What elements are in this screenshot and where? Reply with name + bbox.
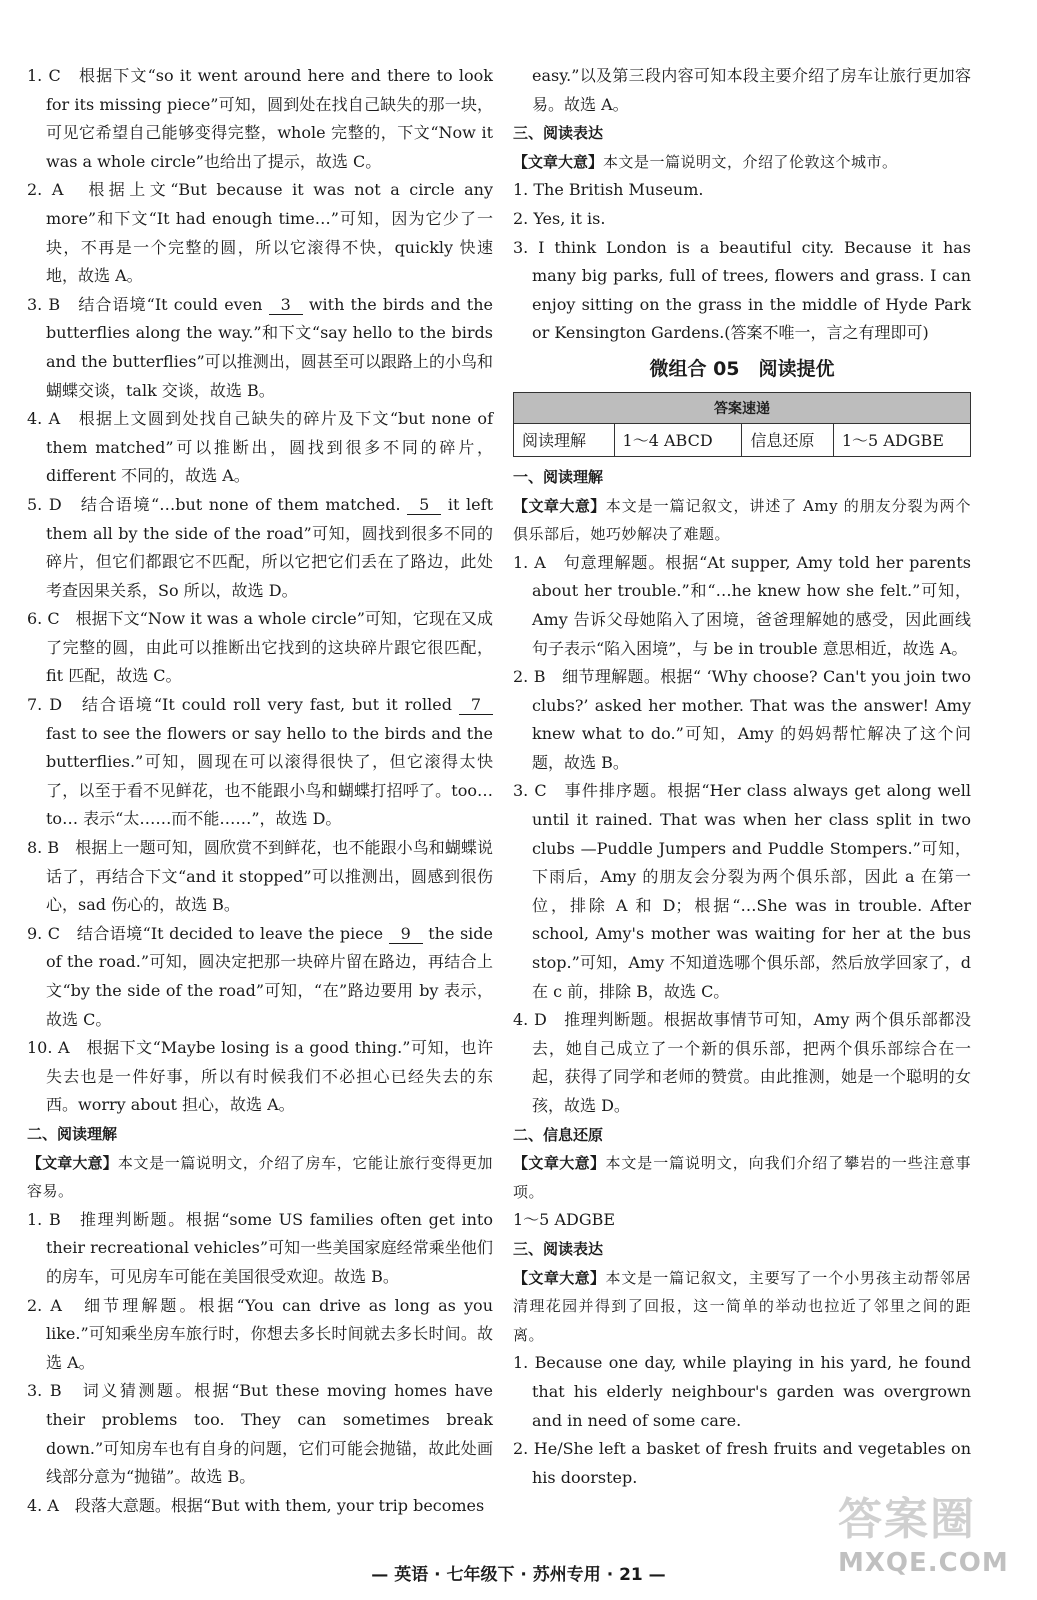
summary-text: 本文是一篇记叙文，讲述了 Amy 的朋友分裂为两个俱乐部后，她巧妙解决了难题。 — [513, 496, 971, 544]
answer-text: 6. C 根据下文“Now it was a whole circle”可知，它现在又成了完整的圆，由此可以推断出它找到的这块碎片跟它很匹配，fit 匹配，故选 C。 — [27, 609, 493, 686]
answer-item — [27, 605, 493, 691]
continued-answer: easy.”以及第三段内容可知本段主要介绍了房车让旅行更加容易。故选 A。 — [532, 66, 971, 114]
answer-item: 1. Because one day, while playing in his yard, he found that his elderly neighbour's garden was overgrown and in need of some care. — [513, 1353, 971, 1430]
answer-item — [27, 834, 493, 920]
summary-tag: 【文章大意】 — [27, 1153, 118, 1172]
answer-table-cell: 信息还原 — [742, 423, 833, 456]
answer-item: 2. Yes, it is. — [513, 208, 606, 228]
section-heading-reading-comprehension: 二、阅读理解 — [27, 1124, 118, 1143]
answer-text: it left them all by the side of the road”可知，圆找到很多不同的碎片，但它们都跟它不匹配，所以它把它们丢在了路边，此处考查因果关系，So 所以，故选 D。 — [46, 494, 493, 600]
answer-text: fast to see the flowers or say hello to the birds and the butterflies.”可知，圆现在可以滚得很快了，但它滚得太快了，以至于看不见鲜花，也不能跟小鸟和蝴蝶打招呼了。too… to… 表示“太……而不能……”，故选 D。 — [46, 723, 493, 829]
article-summary — [513, 1264, 971, 1350]
answer-item: 4. D 推理判断题。根据故事情节可知，Amy 两个俱乐部都没去，她自己成立了一个新的俱乐部，把两个俱乐部综合在一起，获得了同学和老师的赞赏。由此推测，她是一个聪明的女孩，故选 D。 — [513, 1010, 971, 1115]
section-heading-reading-comprehension: 一、阅读理解 — [513, 467, 604, 486]
article-summary — [27, 1149, 493, 1206]
answer-item: 1. The British Museum. — [513, 180, 704, 200]
summary-text: 本文是一篇说明文，介绍了房车，它能让旅行变得更加容易。 — [27, 1153, 493, 1201]
answer-item — [27, 920, 493, 1034]
article-summary — [513, 492, 971, 549]
watermark-logo: 答案圈 — [838, 1494, 976, 1545]
answer-table-header: 答案速递 — [514, 392, 971, 423]
answer-item: 1. B 推理判断题。根据“some US families often get into their recreational vehicles”可知一些美国家庭经常乘坐他们的房车，可见房车可能在美国很受欢迎。故选 B。 — [27, 1209, 493, 1286]
answer-text: 5. D 结合语境“…but none of them matched. — [27, 494, 408, 514]
micro-group-title: 微组合 05 阅读提优 — [649, 357, 835, 380]
answer-item — [27, 291, 493, 405]
left-column — [27, 62, 493, 1520]
blank-number: 3 — [269, 296, 303, 315]
summary-tag: 【文章大意】 — [513, 152, 604, 171]
answer-item: 2. A 细节理解题。根据“You can drive as long as you like.”可知乘坐房车旅行时，你想去多长时间就去多长时间。故选 A。 — [27, 1295, 493, 1372]
answer-item: 3. C 事件排序题。根据“Her class always get along well until it rained. That was when her class split in two clubs —Puddle Jumpers and Puddle Stompers.”可知，下雨后，Amy 的朋友会分裂为两个俱乐部，因此 a 在第一位，排除 A 和 D；根据“…She was in trouble. After school, Amy's mother was waiting for her at the bus stop.”可知，Amy 不知道选哪个俱乐部，然后放学回家了，d 在 c 前，排除 B，故选 C。 — [513, 781, 971, 1001]
answer-table-cell: 1～5 ADGBE — [833, 423, 970, 456]
answer-text: with the birds and the butterflies along the way.”和下文“say hello to the birds and the butterflies”可以推测出，圆甚至可以跟路上的小鸟和蝴蝶交谈，talk 交谈，故选 B。 — [46, 294, 493, 400]
answer-item: 3. B 词义猜测题。根据“But these moving homes have their problems too. They can sometimes break down.”可知房车也有自身的问题，它们可能会抛锚，故此处画线部分意为“抛锚”。故选 B。 — [27, 1381, 493, 1487]
info-restore-answer: 1～5 ADGBE — [513, 1210, 616, 1230]
summary-text: 本文是一篇说明文，向我们介绍了攀岩的一些注意事项。 — [513, 1154, 971, 1201]
page-footer: — 英语 · 七年级下 · 苏州专用 · 21 — — [371, 1565, 666, 1585]
summary-tag: 【文章大意】 — [513, 496, 606, 515]
answer-item — [27, 62, 493, 176]
answer-item: 1. A 句意理解题。根据“At supper, Amy told her parents about her trouble.”和“…he knew how she felt.”可知，Amy 告诉父母她陷入了困境，爸爸理解她的感受，因此画线句子表示“陷入困境”，与 be in trouble 意思相近，故选 A。 — [513, 552, 971, 658]
answer-item — [27, 176, 493, 290]
answer-text: 1. C 根据下文“so it went around here and there to look for its missing piece”可知，圆到处在找自己缺失的那一块，可见它希望自己能够变得完整，whole 完整的，下文“Now it was a whole circle”也给出了提示，故选 C。 — [27, 66, 493, 171]
answer-item: 2. B 细节理解题。根据“ ‘Why choose? Can't you join two clubs?’ asked her mother. That was the answer! Amy knew what to do.”可知，Amy 的妈妈帮忙解决了这个问题，故选 B。 — [513, 667, 971, 772]
blank-number: 7 — [459, 696, 493, 715]
answer-text: 4. A 根据上文圆到处找自己缺失的碎片及下文“but none of them matched”可以推断出，圆找到很多不同的碎片，different 不同的，故选 A。 — [27, 409, 493, 486]
right-column — [513, 62, 971, 1492]
answer-table-cell: 1～4 ABCD — [614, 423, 742, 456]
answer-text: 8. B 根据上一题可知，圆欣赏不到鲜花，也不能跟小鸟和蝴蝶说话了，再结合下文“and it stopped”可以推测出，圆感到很伤心，sad 伤心的，故选 B。 — [27, 838, 493, 915]
answer-item — [27, 1034, 493, 1120]
answer-item — [27, 405, 493, 491]
blank-number: 9 — [389, 925, 423, 944]
answer-item: 2. He/She left a basket of fresh fruits and vegetables on his doorstep. — [513, 1439, 971, 1487]
answer-text: 7. D 结合语境“It could roll very fast, but it rolled — [27, 695, 459, 715]
summary-tag: 【文章大意】 — [513, 1268, 606, 1287]
section-heading-info-restore: 二、信息还原 — [513, 1125, 604, 1144]
summary-tag: 【文章大意】 — [513, 1154, 606, 1173]
answer-text: the side of the road.”可知，圆决定把那一块碎片留在路边，再结合上文“by the side of the road”可知，“在”路边要用 by 表示，故选 C。 — [46, 923, 493, 1029]
answer-text: 9. C 结合语境“It decided to leave the piece — [27, 923, 389, 943]
watermark-url: MXQE.COM — [838, 1548, 1009, 1578]
answer-item — [27, 691, 493, 834]
answer-table-cell: 阅读理解 — [514, 423, 615, 456]
article-summary — [513, 1149, 971, 1206]
section-heading-reading-expression: 三、阅读表达 — [513, 124, 604, 143]
left-cloze-answers — [27, 62, 493, 1120]
answer-text: 3. B 结合语境“It could even — [27, 294, 269, 314]
summary-text: 本文是一篇记叙文，主要写了一个小男孩主动帮邻居清理花园并得到了回报，这一简单的举动也拉近了邻里之间的距离。 — [513, 1268, 971, 1344]
section-heading-reading-expression: 三、阅读表达 — [513, 1239, 604, 1258]
answer-item — [27, 491, 493, 605]
answer-quick-table — [513, 392, 971, 457]
answer-text: 10. A 根据下文“Maybe losing is a good thing.”可知，也许失去也是一件好事，所以有时候我们不必担心已经失去的东西。worry about 担心，故选 A。 — [27, 1038, 493, 1115]
answer-item: 3. I think London is a beautiful city. Because it has many big parks, full of trees, flowers and grass. I can enjoy sitting on the grass in the middle of Hyde Park or Kensington Gardens.(答案不唯一，言之有理即可) — [513, 237, 971, 343]
answer-item: 4. A 段落大意题。根据“But with them, your trip becomes — [27, 1495, 485, 1515]
blank-number: 5 — [407, 496, 441, 515]
summary-text: 本文是一篇说明文，介绍了伦敦这个城市。 — [603, 152, 898, 171]
answer-text: 2. A 根据上文“But because it was not a circle any more”和下文“It had enough time…”可知，因为它少了一块，不再是一个完整的圆，所以它滚得不快，quickly 快速地，故选 A。 — [27, 180, 493, 286]
article-summary — [513, 148, 971, 177]
